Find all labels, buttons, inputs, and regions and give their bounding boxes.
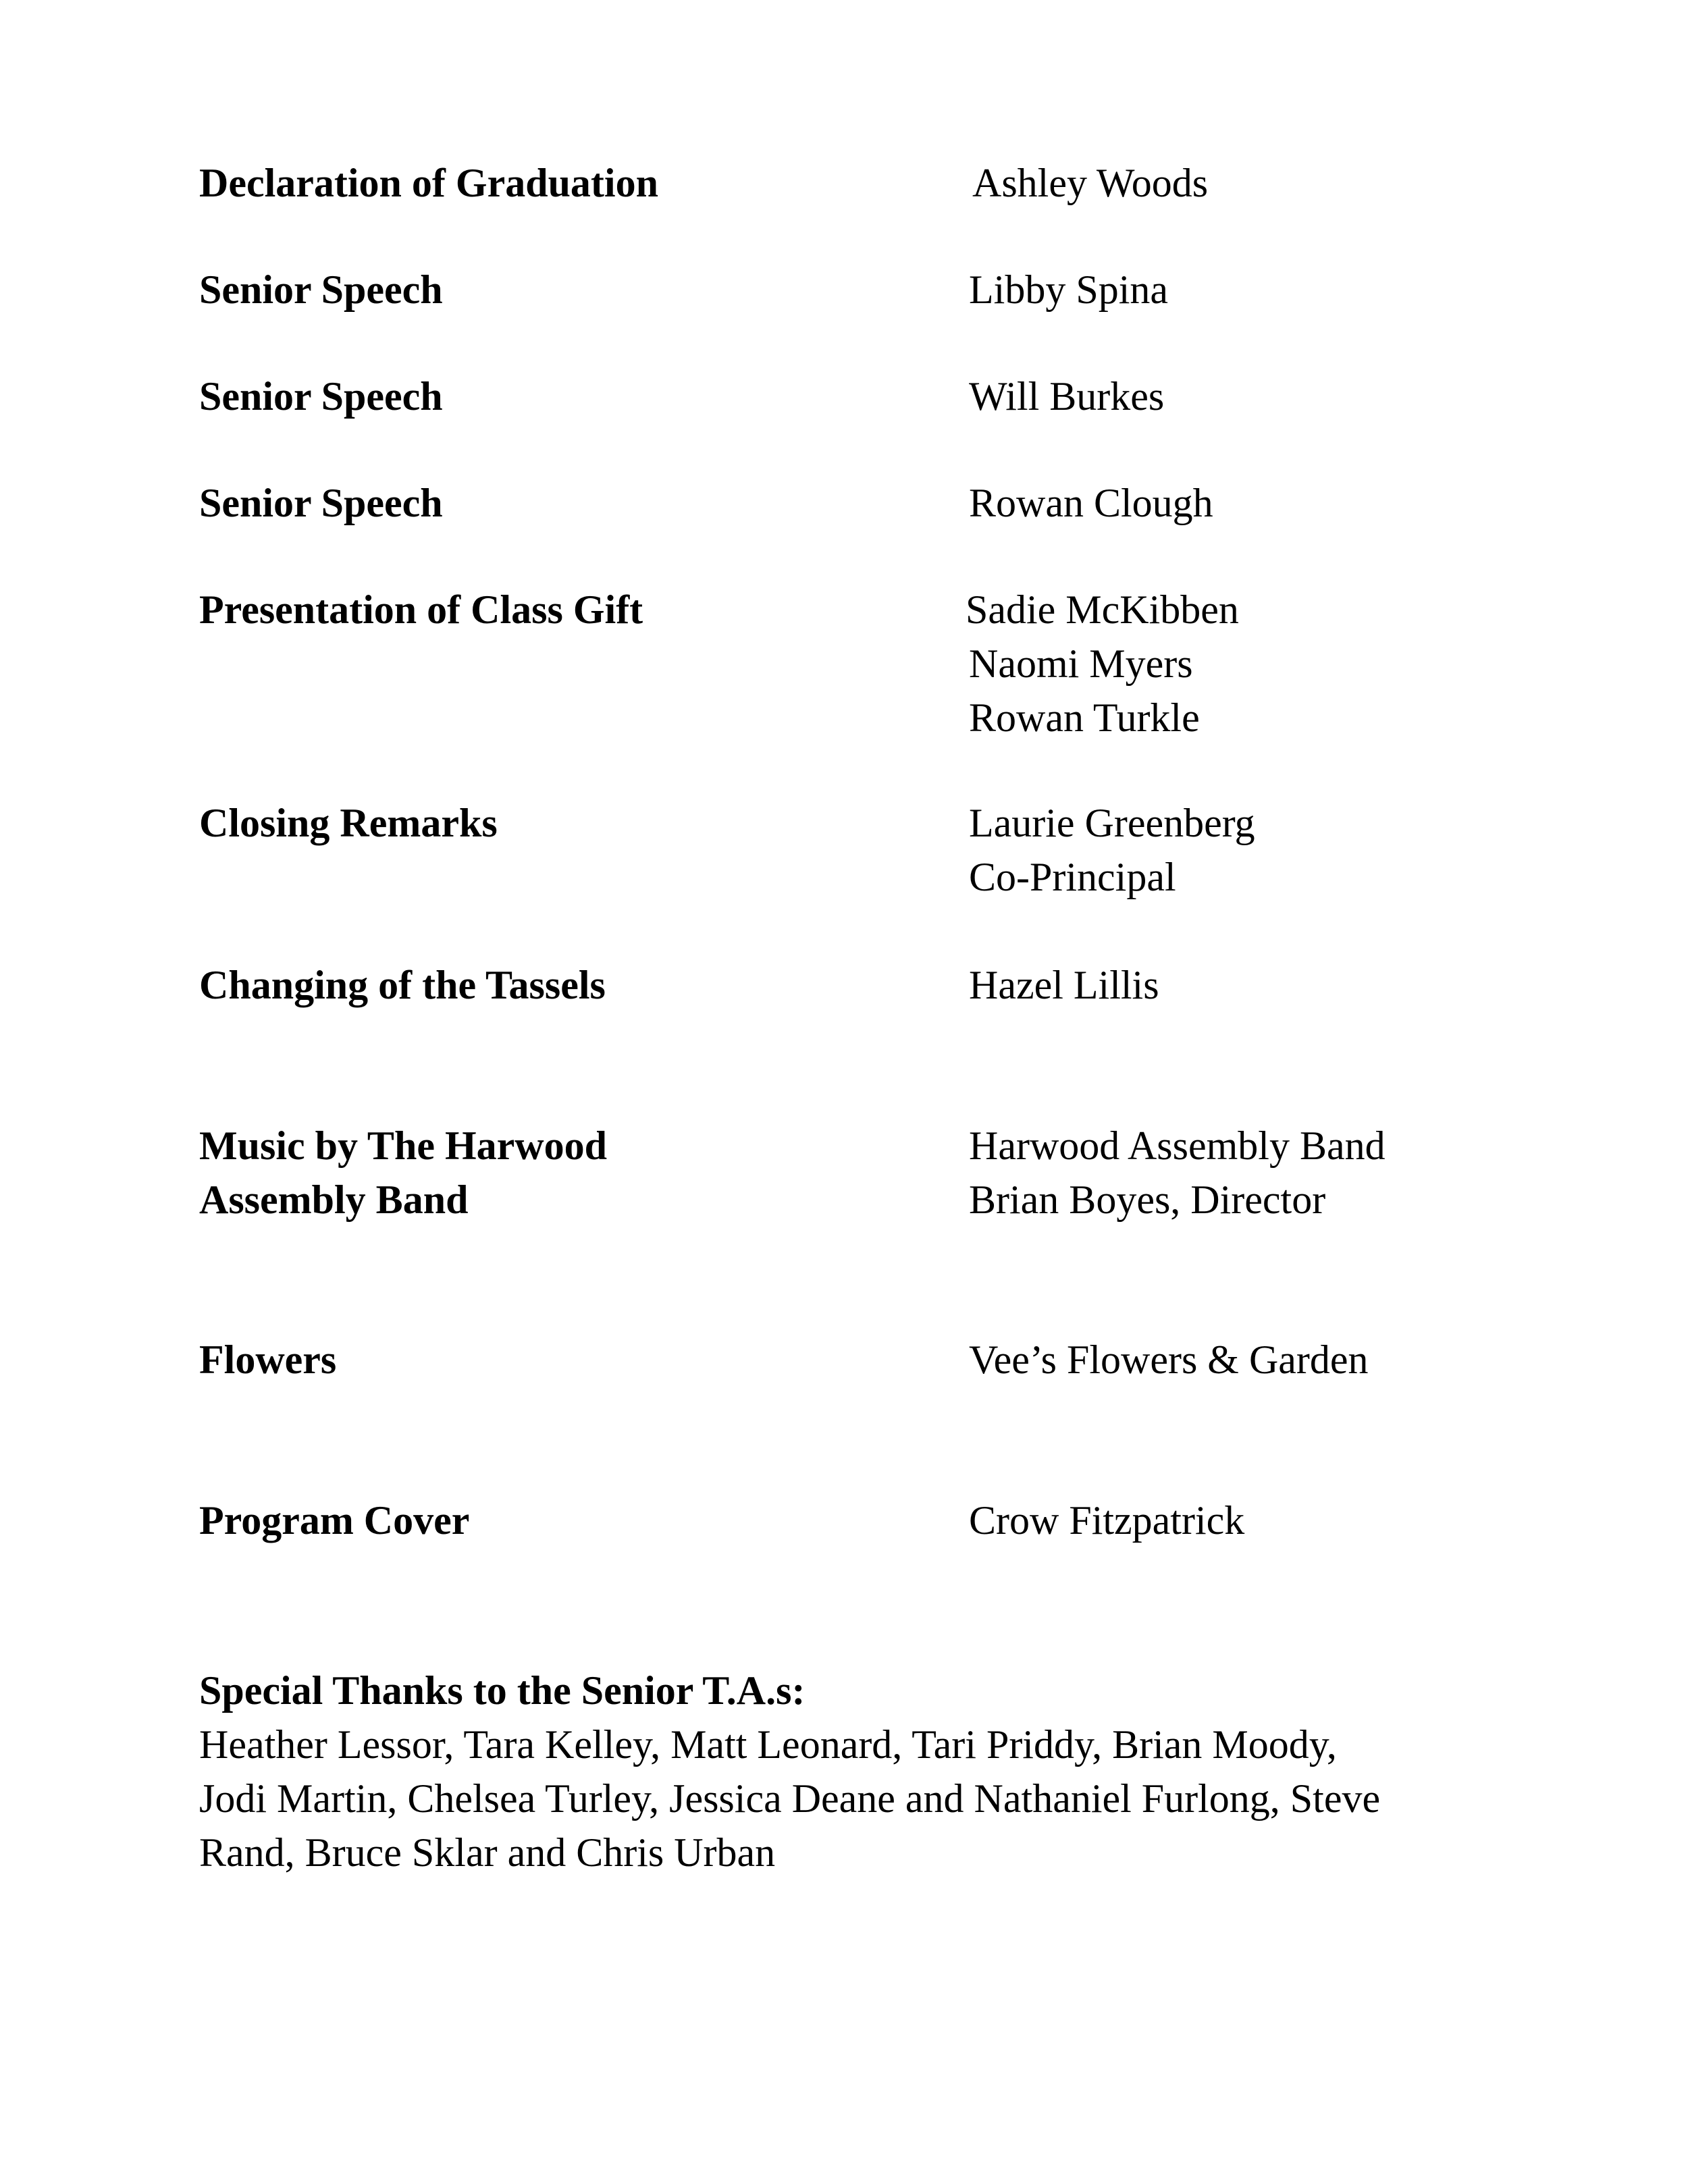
part-label: Senior Speech	[199, 481, 443, 525]
part-label: Presentation of Class Gift	[199, 587, 643, 632]
program-people	[969, 1333, 1369, 1387]
program-part	[199, 1333, 336, 1387]
program-part	[199, 263, 443, 317]
program-part	[199, 797, 498, 851]
part-label: Music by The Harwood	[199, 1123, 607, 1168]
person-name: Laurie Greenberg	[969, 801, 1255, 845]
part-label: Closing Remarks	[199, 801, 498, 845]
person-name: Libby Spina	[969, 267, 1168, 312]
person-name: Naomi Myers	[969, 641, 1193, 686]
program-people	[969, 477, 1213, 531]
program-part	[199, 157, 658, 211]
person-title: Brian Boyes, Director	[969, 1177, 1326, 1222]
part-label: Declaration of Graduation	[199, 161, 658, 205]
program-part	[199, 583, 643, 637]
thanks-line: Jodi Martin, Chelsea Turley, Jessica Deane and Nathaniel Furlong, Steve	[199, 1776, 1381, 1821]
thanks-line: Heather Lessor, Tara Kelley, Matt Leonard, Tari Priddy, Brian Moody,	[199, 1722, 1337, 1767]
person-name: Sadie McKibben	[966, 587, 1239, 632]
person-name: Will Burkes	[969, 374, 1165, 419]
program-part	[199, 477, 443, 531]
program-people	[966, 583, 1239, 745]
program-people	[969, 797, 1255, 905]
thanks-title: Special Thanks to the Senior T.A.s:	[199, 1668, 806, 1713]
person-name: Rowan Turkle	[969, 695, 1200, 740]
person-name: Crow Fitzpatrick	[969, 1498, 1245, 1543]
program-people	[969, 370, 1164, 424]
program-people	[969, 1119, 1386, 1227]
person-name: Hazel Lillis	[969, 963, 1159, 1007]
program-part	[199, 1494, 469, 1548]
program-people	[969, 263, 1168, 317]
program-people	[969, 1494, 1244, 1548]
program-part	[199, 959, 606, 1013]
part-label: Senior Speech	[199, 267, 443, 312]
person-name: Ashley Woods	[972, 161, 1209, 205]
part-label: Flowers	[199, 1337, 337, 1382]
program-part	[199, 1119, 607, 1227]
part-label: Program Cover	[199, 1498, 470, 1543]
thanks-line: Rand, Bruce Sklar and Chris Urban	[199, 1830, 776, 1875]
person-name: Harwood Assembly Band	[969, 1123, 1386, 1168]
program-people	[972, 157, 1208, 211]
person-name: Vee’s Flowers & Garden	[969, 1337, 1369, 1382]
part-label: Senior Speech	[199, 374, 443, 419]
part-label: Changing of the Tassels	[199, 963, 606, 1007]
part-label: Assembly Band	[199, 1177, 469, 1222]
program-people	[969, 959, 1159, 1013]
special-thanks	[199, 1664, 1516, 1880]
program-part	[199, 370, 443, 424]
person-title: Co-Principal	[969, 855, 1176, 899]
person-name: Rowan Clough	[969, 481, 1213, 525]
